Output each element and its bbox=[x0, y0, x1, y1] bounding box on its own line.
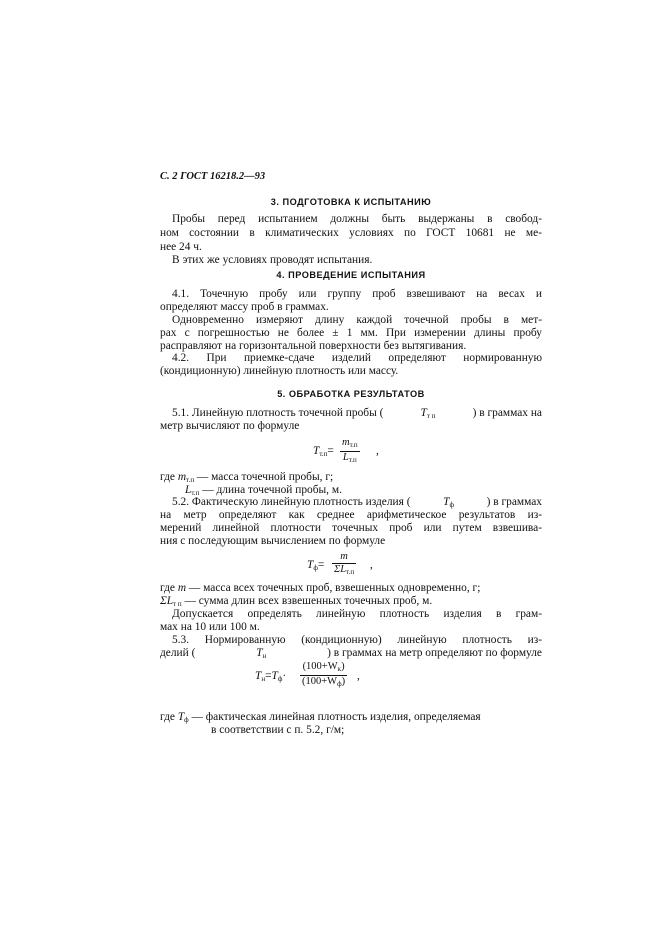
formula-3-numerator: $(100+W_к)$ bbox=[300, 661, 347, 676]
s5-p3-line1: Допускается определять линейную плотность изделия в грам- bbox=[172, 608, 542, 620]
s5-p2-line1: 5.2. Фактическую линейную плотность изделия ( $T_ф$ ) в граммах bbox=[172, 496, 542, 512]
s5-p4-symbol: $T_н$ bbox=[256, 647, 267, 660]
formula-3-comma: , bbox=[357, 670, 360, 682]
s5-p2-line3: мерений линейной плотности точечных проб или путем взвешива- bbox=[160, 522, 542, 534]
formula-2-fraction bbox=[332, 551, 356, 578]
page-header: С. 2 ГОСТ 16218.2—93 bbox=[160, 171, 266, 182]
s5-where2-line1: где m — масса всех точечных проб, взвешенных одновременно, г; bbox=[160, 582, 481, 594]
s5-p1-line2: метр вычисляют по формуле bbox=[160, 420, 300, 432]
formula-1-fraction bbox=[340, 437, 360, 466]
s3-p1-line3: нее 24 ч. bbox=[160, 241, 202, 253]
s5-p4-line1: 5.3. Нормированную (кондиционную) линейную плотность из- bbox=[172, 634, 542, 646]
s5-p2-symbol: $T_ф$ bbox=[443, 496, 455, 509]
s4-p2-line2: рах с погрешностью не более ± 1 мм. При измерении длины пробу bbox=[160, 327, 542, 339]
formula-3-fraction bbox=[300, 661, 347, 690]
s3-p1-line1: Пробы перед испытанием должны быть выдержаны в свобод- bbox=[172, 213, 542, 225]
s4-p1-line2: определяют массу проб в граммах. bbox=[160, 301, 329, 313]
s4-p1-line1: 4.1. Точечную пробу или группу проб взвешивают на весах и bbox=[172, 288, 542, 300]
formula-2-denominator: $\Sigma L_{т.п}$ bbox=[334, 564, 355, 576]
section-3-title: 3. ПОДГОТОВКА К ИСПЫТАНИЮ bbox=[270, 197, 432, 207]
formula-2-numerator: m bbox=[332, 551, 356, 564]
formula-3-lhs: $T_н=T_ф\cdot$ bbox=[255, 670, 287, 683]
s4-p2-line3: расправляют на горизонтальной поверхности без вытягивания. bbox=[160, 340, 467, 352]
formula-3-denominator: $(100+W_ф)$ bbox=[302, 676, 346, 688]
s4-p3-line1: 4.2. При приемке-сдаче изделий определяют нормированную bbox=[172, 352, 542, 364]
s5-p2-line4: ния с последующим вычислением по формуле bbox=[160, 535, 386, 547]
s5-p1-text-b: ) в граммах на bbox=[472, 407, 542, 419]
formula-1-denominator: $L_{т.п}$ bbox=[342, 452, 357, 464]
s5-where2-line2: $\Sigma L_{т п}$ — сумма длин всех взвешенных точечных проб, м. bbox=[160, 595, 433, 608]
section-4-title: 4. ПРОВЕДЕНИЕ ИСПЫТАНИЯ bbox=[276, 270, 426, 280]
formula-1-numerator: $m_{т.п}$ bbox=[340, 437, 360, 452]
formula-2-lhs: $T_ф=$ bbox=[307, 559, 325, 572]
s5-where3-line2: в соответствии с п. 5.2, г/м; bbox=[211, 724, 345, 736]
s5-p3-line2: мах на 10 или 100 м. bbox=[160, 621, 260, 633]
s5-where1-line1: где $m_{т.п}$ — масса точечной пробы, г; bbox=[160, 471, 334, 484]
s5-where3-line1: где $T_ф$ — фактическая линейная плотность изделия, определяемая bbox=[160, 711, 481, 724]
formula-2-comma: , bbox=[370, 559, 373, 571]
s5-p2-line2: на метр определяют как среднее арифметическое результатов из- bbox=[160, 509, 542, 521]
formula-1-comma: , bbox=[376, 445, 379, 457]
s3-p2: В этих же условиях проводят испытания. bbox=[172, 254, 373, 266]
s4-p2-line1: Одновременно измеряют длину каждой точечной пробы в мет- bbox=[172, 314, 542, 326]
s5-p1-symbol: $T_{т п}$ bbox=[420, 407, 436, 420]
formula-1-lhs: $T_{т.п}=$ bbox=[313, 445, 334, 458]
s4-p3-line2: (кондиционную) линейную плотность или массу. bbox=[160, 365, 399, 377]
section-5-title: 5. ОБРАБОТКА РЕЗУЛЬТАТОВ bbox=[277, 389, 425, 399]
s5-p4-line2: делий ( $T_н$ ) в граммах на метр определяют по формуле bbox=[160, 647, 542, 663]
s5-p1-text-a: 5.1. Линейную плотность точечной пробы ( bbox=[172, 407, 384, 419]
s5-where1-line2: $L_{т.п}$ — длина точечной пробы, м. bbox=[185, 484, 342, 497]
s3-p1-line2: ном состоянии в климатических условиях по ГОСТ 10681 не ме- bbox=[160, 227, 542, 239]
